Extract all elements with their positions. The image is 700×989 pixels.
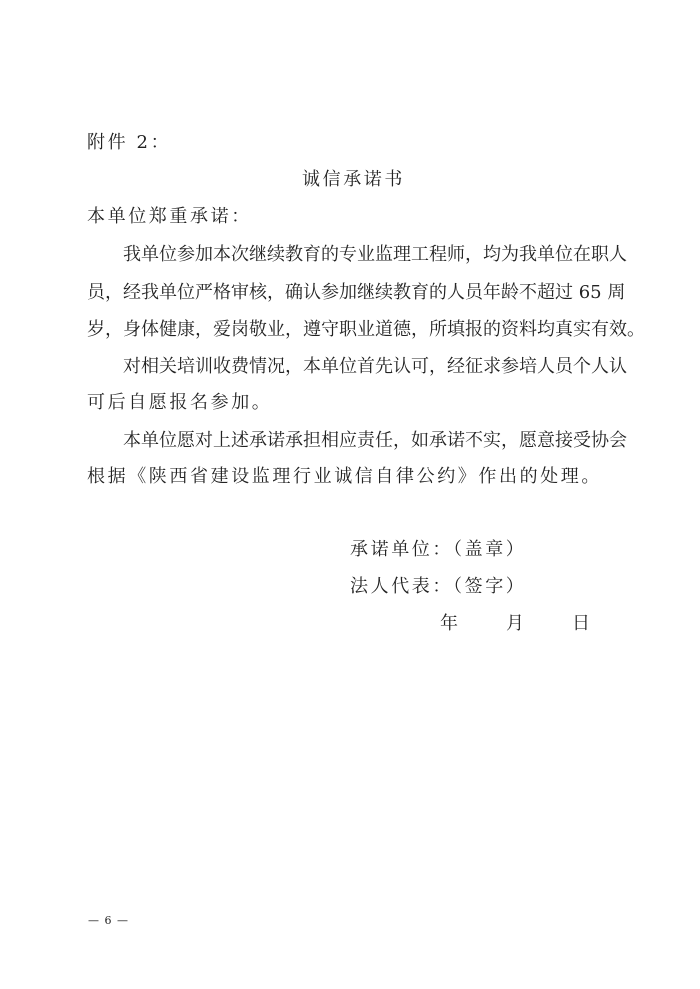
attachment-label: 附件 2： xyxy=(87,132,172,153)
signature-unit: 承诺单位：（盖章） xyxy=(350,539,527,560)
opening-line: 本单位郑重承诺： xyxy=(87,206,252,227)
document-title: 诚信承诺书 xyxy=(302,169,405,190)
paragraph-1-line-3: 岁，身体健康，爱岗敬业，遵守职业道德，所填报的资料均真实有效。 xyxy=(87,319,645,340)
paragraph-3-line-2: 根据《陕西省建设监理行业诚信自律公约》作出的处理。 xyxy=(87,466,602,487)
paragraph-1-line-1: 我单位参加本次继续教育的专业监理工程师，均为我单位在职人 xyxy=(123,244,627,265)
signature-representative: 法人代表：（签字） xyxy=(350,576,527,597)
paragraph-1-line-2: 员，经我单位严格审核，确认参加继续教育的人员年龄不超过 65 周 xyxy=(87,282,626,303)
paragraph-3-line-1: 本单位愿对上述承诺承担相应责任，如承诺不实，愿意接受协会 xyxy=(123,430,627,451)
page-number: — 6 — xyxy=(88,914,129,927)
signature-date: 年 月 日 xyxy=(440,613,594,634)
paragraph-2-line-2: 可后自愿报名参加。 xyxy=(87,392,273,413)
paragraph-2-line-1: 对相关培训收费情况，本单位首先认可，经征求参培人员个人认 xyxy=(123,356,627,377)
